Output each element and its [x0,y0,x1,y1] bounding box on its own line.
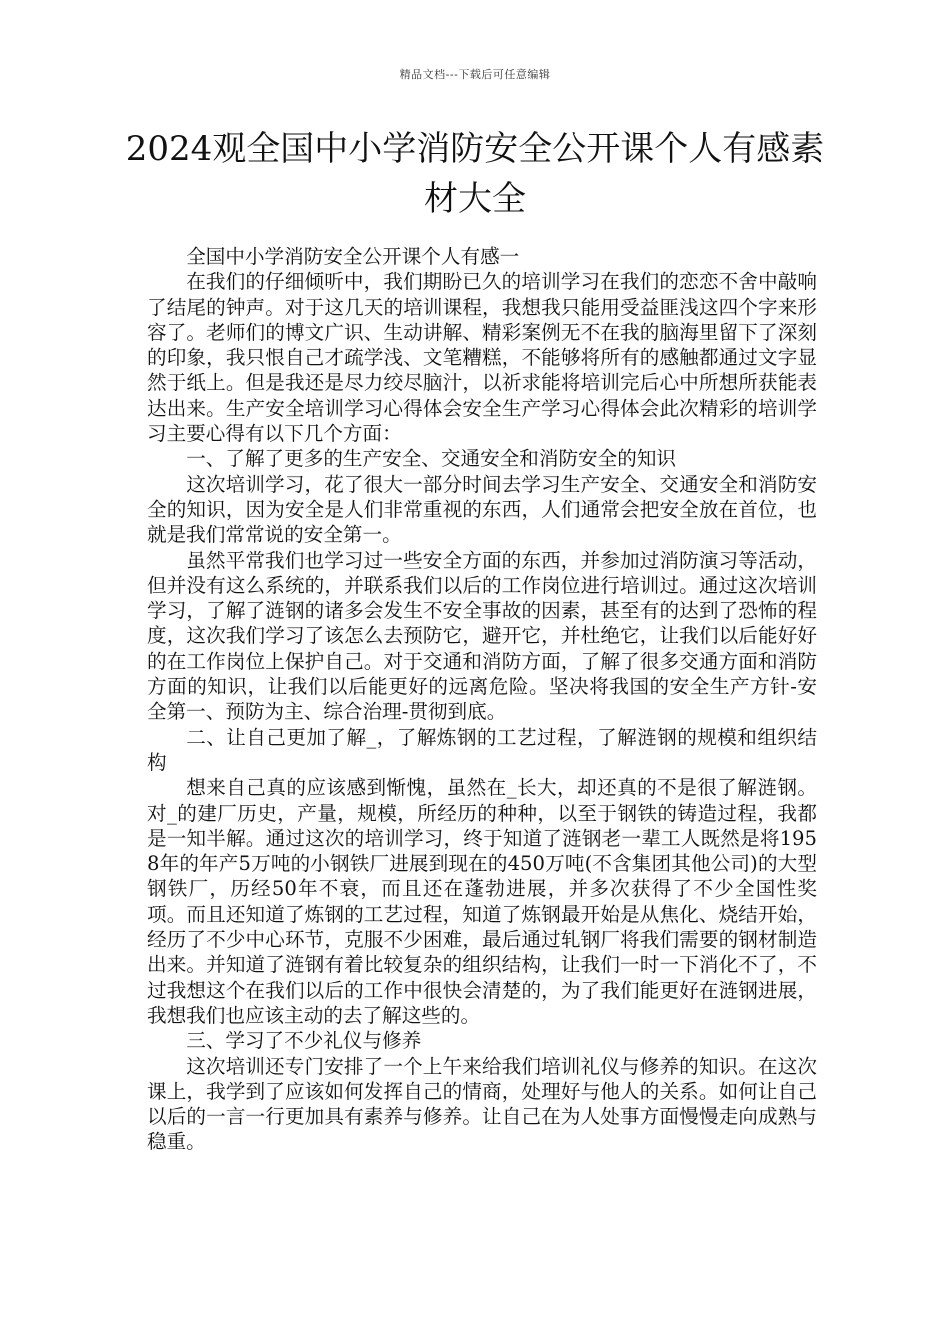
paragraph-section-3: 这次培训还专门安排了一个上午来给我们培训礼仪与修养的知识。在这次课上，我学到了应该如何发挥自己的情商，处理好与他人的关系。如何让自己以后的一言一行更加具有素养与修养。让自己在为人处事方面慢慢走向成熟与稳重。 [147,1054,817,1154]
page-header: 精品文档---下载后可任意编辑 [399,68,551,81]
paragraph-intro-heading: 全国中小学消防安全公开课个人有感一 [186,245,520,268]
document-title: 2024观全国中小学消防安全公开课个人有感素材大全 [125,129,825,219]
paragraph-section-1a: 这次培训学习，花了很大一部分时间去学习生产安全、交通安全和消防安全的知识，因为安全是人们非常重视的东西，人们通常会把安全放在首位，也就是我们常常说的安全第一。 [147,472,817,547]
paragraph-section-2: 想来自己真的应该感到惭愧，虽然在_长大，却还真的不是很了解涟钢。对_的建厂历史，产量，规模，所经历的种种，以至于钢铁的铸造过程，我都是一知半解。通过这次的培训学习，终于知道了涟钢老一辈工人既然是将1958年的年产5万吨的小钢铁厂进展到现在的450万吨(不含集团其他公司)的大型钢铁厂，历经50年不衰，而且还在蓬勃进展，并多次获得了不少全国性奖项。而且还知道了炼钢的工艺过程，知道了炼钢最开始是从焦化、烧结开始，经历了不少中心环节，克服不少困难，最后通过轧钢厂将我们需要的钢材制造出来。并知道了涟钢有着比较复杂的组织结构，让我们一时一下消化不了，不过我想这个在我们以后的工作中很快会清楚的，为了我们能更好在涟钢进展，我想我们也应该主动的去了解这些的。 [147,776,817,1027]
paragraph-opening: 在我们的仔细倾听中，我们期盼已久的培训学习在我们的恋恋不舍中敲响了结尾的钟声。对于这几天的培训课程，我想我只能用受益匪浅这四个字来形容了。老师们的博文广识、生动讲解、精彩案例无不在我的脑海里留下了深刻的印象，我只恨自己才疏学浅、文笔糟糕，不能够将所有的感触都通过文字显然于纸上。但是我还是尽力绞尽脑汁，以祈求能将培训完后心中所想所获能表达出来。生产安全培训学习心得体会安全生产学习心得体会此次精彩的培训学习主要心得有以下几个方面： [147,270,817,446]
document-body [147,244,817,1155]
paragraph-section-1b: 虽然平常我们也学习过一些安全方面的东西，并参加过消防演习等活动，但并没有这么系统的，并联系我们以后的工作岗位进行培训过。通过这次培训学习，了解了涟钢的诸多会发生不安全事故的因素，甚至有的达到了恐怖的程度，这次我们学习了该怎么去预防它，避开它，并杜绝它，让我们以后能好好的在工作岗位上保护自己。对于交通和消防方面，了解了很多交通方面和消防方面的知识，让我们以后能更好的远离危险。坚决将我国的安全生产方针-安全第一、预防为主、综合治理-贯彻到底。 [147,548,817,724]
section-heading-3: 三、学习了不少礼仪与修养 [186,1029,422,1053]
section-heading-1: 一、了解了更多的生产安全、交通安全和消防安全的知识 [186,447,677,471]
section-heading-2: 二、让自己更加了解_，了解炼钢的工艺过程，了解涟钢的规模和组织结构 [147,725,817,774]
